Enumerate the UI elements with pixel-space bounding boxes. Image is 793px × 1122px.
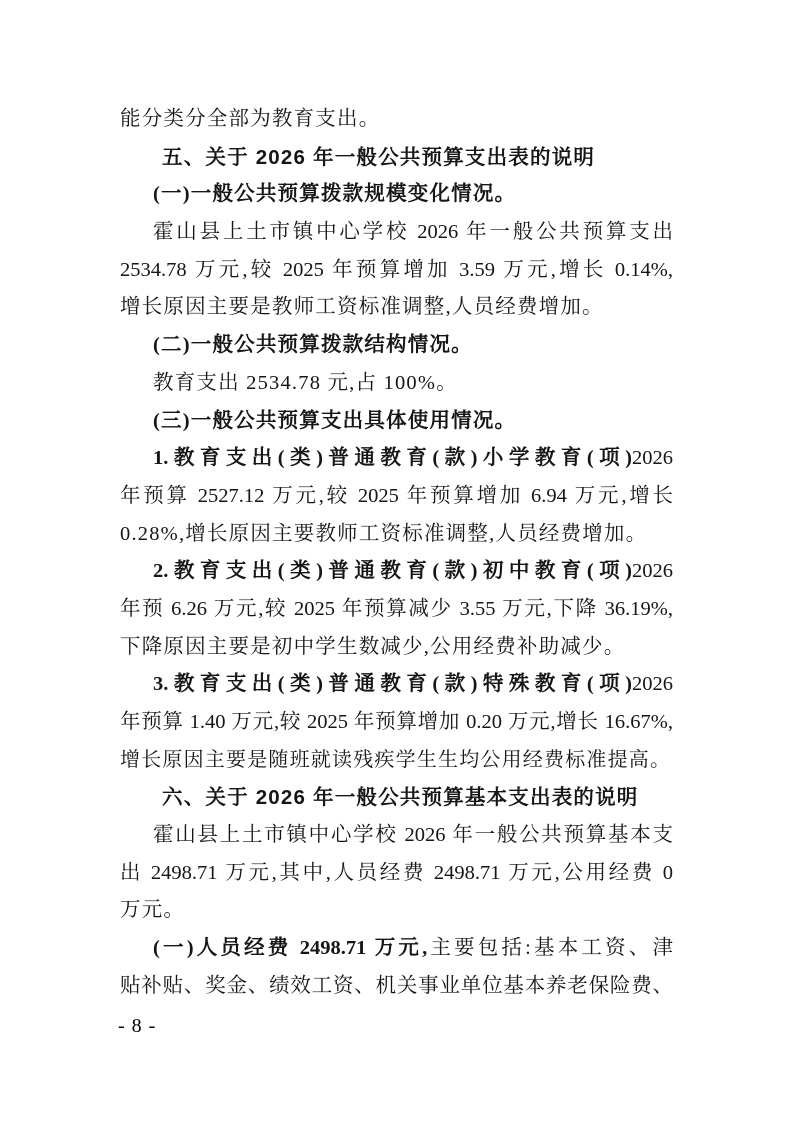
text-segment: 年预算 2527.12 万元,较 2025 年预算增加 6.94 万元,增长 xyxy=(120,484,673,507)
text-segment: 万元。 xyxy=(120,899,186,922)
text-segment: 增长原因主要是随班就读残疾学生生均公用经费标准提高。 xyxy=(120,748,672,771)
body-text-line xyxy=(120,101,673,139)
section-heading xyxy=(120,779,673,817)
text-segment: 2.教育支出(类)普通教育(款)初中教育(项) xyxy=(153,560,632,583)
text-segment: 下降原因主要是初中学生数减少,公用经费补助减少。 xyxy=(120,635,626,658)
text-segment: 2026 xyxy=(632,673,673,696)
text-segment: 教育支出 2534.78 元,占 100%。 xyxy=(153,371,458,394)
body-text-line xyxy=(120,252,673,290)
text-segment: (一)一般公共预算拨款规模变化情况。 xyxy=(153,183,517,206)
text-segment: 能分类分全部为教育支出。 xyxy=(120,108,381,130)
body-text-line xyxy=(120,742,673,780)
text-segment: 五、关于 2026 年一般公共预算支出表的说明 xyxy=(162,145,596,169)
text-segment: 0.28%,增长原因主要教师工资标准调整,人员经费增加。 xyxy=(120,522,648,545)
body-text-line xyxy=(120,930,673,968)
body-text-line xyxy=(120,817,673,855)
text-segment: 主要包括:基本工资、津 xyxy=(427,937,673,960)
text-segment: 年预 6.26 万元,较 2025 年预算减少 3.55 万元,下降 36.19%, xyxy=(120,597,673,620)
body-text-line xyxy=(120,214,673,252)
body-text-line xyxy=(120,516,673,554)
subsection-heading xyxy=(120,176,673,214)
text-segment: (一)人员经费 2498.71 万元, xyxy=(153,937,428,960)
body-text-line xyxy=(120,968,673,1006)
text-segment: 霍山县上土市镇中心学校 2026 年一般公共预算基本支 xyxy=(153,824,673,847)
text-segment: 3.教育支出(类)普通教育(款)特殊教育(项) xyxy=(153,673,632,696)
body-text-line xyxy=(120,892,673,930)
page-number: - 8 - xyxy=(118,1015,157,1037)
body-text-line xyxy=(120,629,673,667)
body-text-line xyxy=(120,440,673,478)
document-text xyxy=(120,101,673,1006)
text-segment: 2026 xyxy=(632,447,673,470)
body-text-line xyxy=(120,365,673,403)
text-segment: 年预算 1.40 万元,较 2025 年预算增加 0.20 万元,增长 16.67%, xyxy=(120,711,673,733)
text-segment: 增长原因主要是教师工资标准调整,人员经费增加。 xyxy=(120,296,604,319)
text-segment: 1.教育支出(类)普通教育(款)小学教育(项) xyxy=(153,447,632,470)
text-segment: 2534.78 万元,较 2025 年预算增加 3.59 万元,增长 0.14%, xyxy=(120,258,673,281)
body-text-line xyxy=(120,289,673,327)
section-heading xyxy=(120,139,673,177)
text-segment: (三)一般公共预算支出具体使用情况。 xyxy=(153,409,517,432)
text-segment: 六、关于 2026 年一般公共预算基本支出表的说明 xyxy=(162,786,639,810)
text-segment: 贴补贴、奖金、绩效工资、机关事业单位基本养老保险费、 xyxy=(120,974,673,997)
body-text-line xyxy=(120,704,673,742)
body-text-line xyxy=(120,666,673,704)
text-segment: 2026 xyxy=(632,560,673,583)
text-segment: (二)一般公共预算拨款结构情况。 xyxy=(153,334,473,357)
body-text-line xyxy=(120,855,673,893)
text-segment: 霍山县上土市镇中心学校 2026 年一般公共预算支出 xyxy=(153,221,673,244)
subsection-heading xyxy=(120,403,673,441)
text-segment: 出 2498.71 万元,其中,人员经费 2498.71 万元,公用经费 0 xyxy=(120,861,673,884)
body-text-line xyxy=(120,553,673,591)
subsection-heading xyxy=(120,327,673,365)
body-text-line xyxy=(120,591,673,629)
body-text-line xyxy=(120,478,673,516)
